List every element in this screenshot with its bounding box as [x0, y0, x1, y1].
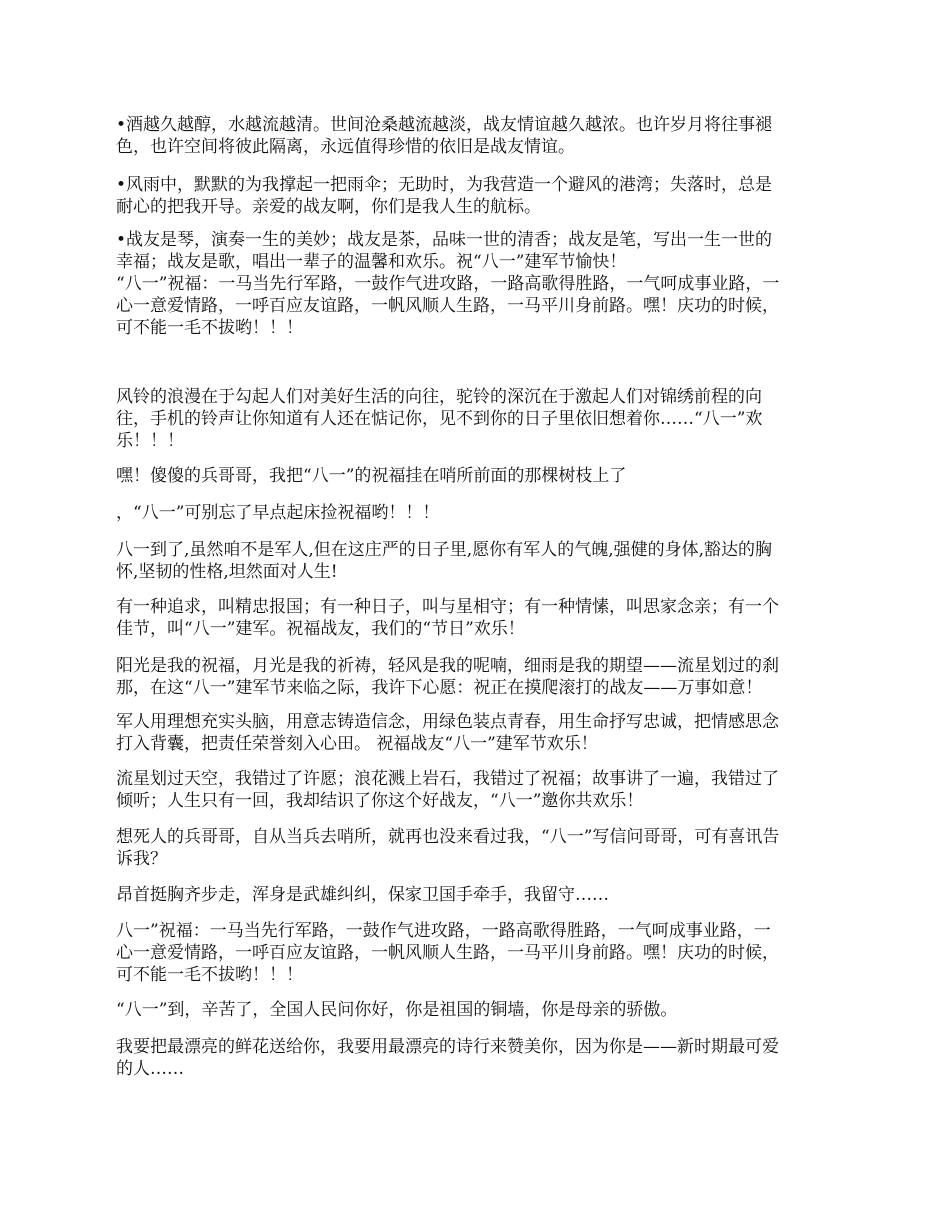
- text-line: 打入背囊，把责任荣誉刻入心田。 祝福战友“八一”建军节欢乐！: [116, 734, 598, 754]
- text-line: 幸福；战友是歌，唱出一辈子的温馨和欢乐。祝“八一”建军节愉快！: [116, 252, 627, 272]
- paragraph: [116, 596, 846, 640]
- text-line: 八一到了,虽然咱不是军人,但在这庄严的日子里,愿你有军人的气魄,强健的身体,豁达的胸: [116, 540, 773, 560]
- paragraph: [116, 229, 846, 339]
- paragraph: [116, 768, 846, 812]
- paragraph: [116, 386, 846, 452]
- text-line: 阳光是我的祝福，月光是我的祈祷，轻风是我的呢喃，细雨是我的期望——流星划过的刹: [116, 656, 779, 676]
- text-line: “八一”到，辛苦了，全国人民问你好，你是祖国的铜墙，你是母亲的骄傲。: [116, 1000, 678, 1020]
- paragraph: [116, 502, 846, 524]
- text-line: 心一意爱情路，一呼百应友谊路，一帆风顺人生路，一马平川身前路。嘿！庆功的时候，: [116, 943, 779, 963]
- text-line: •风雨中，默默的为我撑起一把雨伞；无助时，为我营造一个避风的港湾；失落时，总是: [116, 175, 773, 195]
- text-line: ，“八一”可别忘了早点起床捡祝福哟！！！: [116, 503, 440, 523]
- text-line: 我要把最漂亮的鲜花送给你，我要用最漂亮的诗行来赞美你，因为你是——新时期最可爱: [116, 1037, 779, 1057]
- paragraph: [116, 920, 846, 986]
- text-line: 那，在这“八一”建军节来临之际，我许下心愿：祝正在摸爬滚打的战友——万事如意！: [116, 678, 763, 698]
- paragraph: [116, 174, 846, 218]
- text-line: 佳节，叫“八一”建军。祝福战友，我们的“节日”欢乐！: [116, 619, 525, 639]
- text-line: 嘿！傻傻的兵哥哥，我把“八一”的祝福挂在哨所前面的那棵树枝上了: [116, 466, 627, 486]
- text-line: 风铃的浪漫在于勾起人们对美好生活的向往，驼铃的深沉在于激起人们对锦绣前程的向: [116, 387, 762, 407]
- text-line: 诉我？: [116, 849, 167, 869]
- text-line: 可不能一毛不拔哟！！！: [116, 965, 303, 985]
- text-line: 心一意爱情路，一呼百应友谊路，一帆风顺人生路，一马平川身前路。嘿！庆功的时候，: [116, 296, 779, 316]
- text-line: 军人用理想充实头脑，用意志铸造信念，用绿色装点青春，用生命抒写忠诚，把情感思念: [116, 712, 779, 732]
- paragraph: [116, 711, 846, 755]
- text-line: 乐！！！: [116, 431, 184, 451]
- text-line: 可不能一毛不拔哟！！！: [116, 318, 303, 338]
- paragraph: [116, 826, 846, 870]
- text-line: 色，也许空间将彼此隔离，永远值得珍惜的依旧是战友情谊。: [116, 137, 575, 157]
- text-line: •战友是琴，演奏一生的美妙；战友是茶，品味一世的清香；战友是笔，写出一生一世的: [116, 230, 773, 250]
- text-line: 的人……: [116, 1059, 184, 1079]
- paragraph: [116, 465, 846, 487]
- text-line: 想死人的兵哥哥，自从当兵去哨所，就再也没来看过我，“八一”写信问哥哥，可有喜讯告: [116, 827, 780, 847]
- paragraph: [116, 114, 846, 158]
- text-line: 昂首挺胸齐步走，浑身是武雄纠纠，保家卫国手牵手，我留守……: [116, 885, 609, 905]
- paragraph: [116, 884, 846, 906]
- text-line: 往，手机的铃声让你知道有人还在惦记你，见不到你的日子里依旧想着你……“八一”欢: [116, 409, 763, 429]
- paragraph: [116, 539, 846, 583]
- text-line: 耐心的把我开导。亲爱的战友啊，你们是我人生的航标。: [116, 197, 541, 217]
- paragraph: [116, 999, 846, 1021]
- text-line: 流星划过天空，我错过了许愿；浪花溅上岩石，我错过了祝福；故事讲了一遍，我错过了: [116, 769, 779, 789]
- text-line: 八一”祝福：一马当先行军路，一鼓作气进攻路，一路高歌得胜路，一气呵成事业路，一: [116, 921, 771, 941]
- text-line: 有一种追求，叫精忠报国；有一种日子，叫与星相守；有一种情愫，叫思家念亲；有一个: [116, 597, 779, 617]
- text-line: “八一”祝福：一马当先行军路，一鼓作气进攻路，一路高歌得胜路，一气呵成事业路，一: [116, 274, 780, 294]
- text-line: 倾听；人生只有一回，我却结识了你这个好战友，“八一”邀你共欢乐！: [116, 791, 644, 811]
- text-line: •酒越久越醇，水越流越清。世间沧桑越流越淡，战友情谊越久越浓。也许岁月将往事褪: [116, 115, 773, 135]
- paragraph: [116, 1036, 846, 1080]
- paragraph: [116, 655, 846, 699]
- text-line: 怀,坚韧的性格,坦然面对人生!: [116, 562, 338, 582]
